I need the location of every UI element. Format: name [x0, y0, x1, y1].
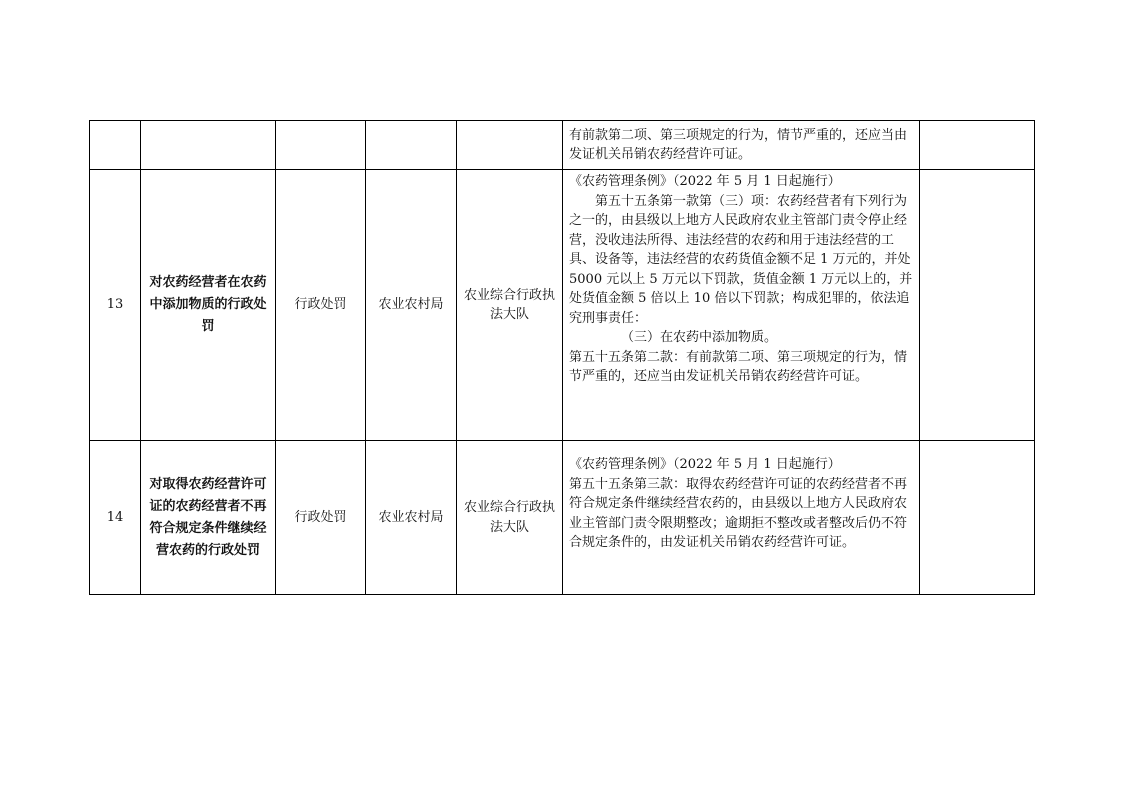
- legal-basis: [563, 121, 920, 170]
- item-name: 对农药经营者在农药中添加物质的行政处罚: [141, 170, 276, 441]
- note-cell: [920, 170, 1035, 441]
- row-number: [90, 121, 141, 170]
- item-name: 对取得农药经营许可证的农药经营者不再符合规定条件继续经营农药的行政处罚: [141, 441, 276, 595]
- row-number: 13: [90, 170, 141, 441]
- responsible-organ: 农业农村局: [366, 170, 457, 441]
- executing-body: [457, 121, 563, 170]
- note-cell: [920, 121, 1035, 170]
- legal-basis: [563, 441, 920, 595]
- basis-title: 《农药管理条例》（2022 年 5 月 1 日起施行）: [569, 174, 841, 189]
- responsible-organ: 农业农村局: [366, 441, 457, 595]
- basis-tail: 第五十五条第二款：有前款第二项、第三项规定的行为，情节严重的，还应当由发证机关吊销农药经营许可证。: [569, 349, 908, 384]
- basis-main: 第五十五条第一款第（三）项：农药经营者有下列行为之一的，由县级以上地方人民政府农业主管部门责令停止经营，没收违法所得、违法经营的农药和用于违法经营的工具、设备等，违法经营的农药货值金额不足 1 万元的，并处 5000 元以上 5 万元以下罚款，货值金额 1 万元以上的，并处货值金额 5 倍以上 10 倍以下罚款；构成犯罪的，依法追究刑事责任：: [569, 193, 913, 326]
- item-name: [141, 121, 276, 170]
- basis-text: 有前款第二项、第三项规定的行为，情节严重的，还应当由发证机关吊销农药经营许可证。: [569, 127, 908, 162]
- basis-item: （三）在农药中添加物质。: [621, 330, 778, 345]
- table-row: [90, 441, 1035, 595]
- table-row: [90, 121, 1035, 170]
- power-type: [276, 121, 366, 170]
- note-cell: [920, 441, 1035, 595]
- executing-body: 农业综合行政执法大队: [457, 441, 563, 595]
- basis-title: 《农药管理条例》（2022 年 5 月 1 日起施行）: [569, 457, 841, 472]
- power-type: 行政处罚: [276, 170, 366, 441]
- responsible-organ: [366, 121, 457, 170]
- basis-main: 第五十五条第三款：取得农药经营许可证的农药经营者不再符合规定条件继续经营农药的，由县级以上地方人民政府农业主管部门责令限期整改；逾期拒不整改或者整改后仍不符合规定条件的，由发证机关吊销农药经营许可证。: [569, 476, 908, 550]
- executing-body: 农业综合行政执法大队: [457, 170, 563, 441]
- legal-basis: [563, 170, 920, 441]
- penalty-table: [89, 120, 1035, 595]
- row-number: 14: [90, 441, 141, 595]
- power-type: 行政处罚: [276, 441, 366, 595]
- table-row: [90, 170, 1035, 441]
